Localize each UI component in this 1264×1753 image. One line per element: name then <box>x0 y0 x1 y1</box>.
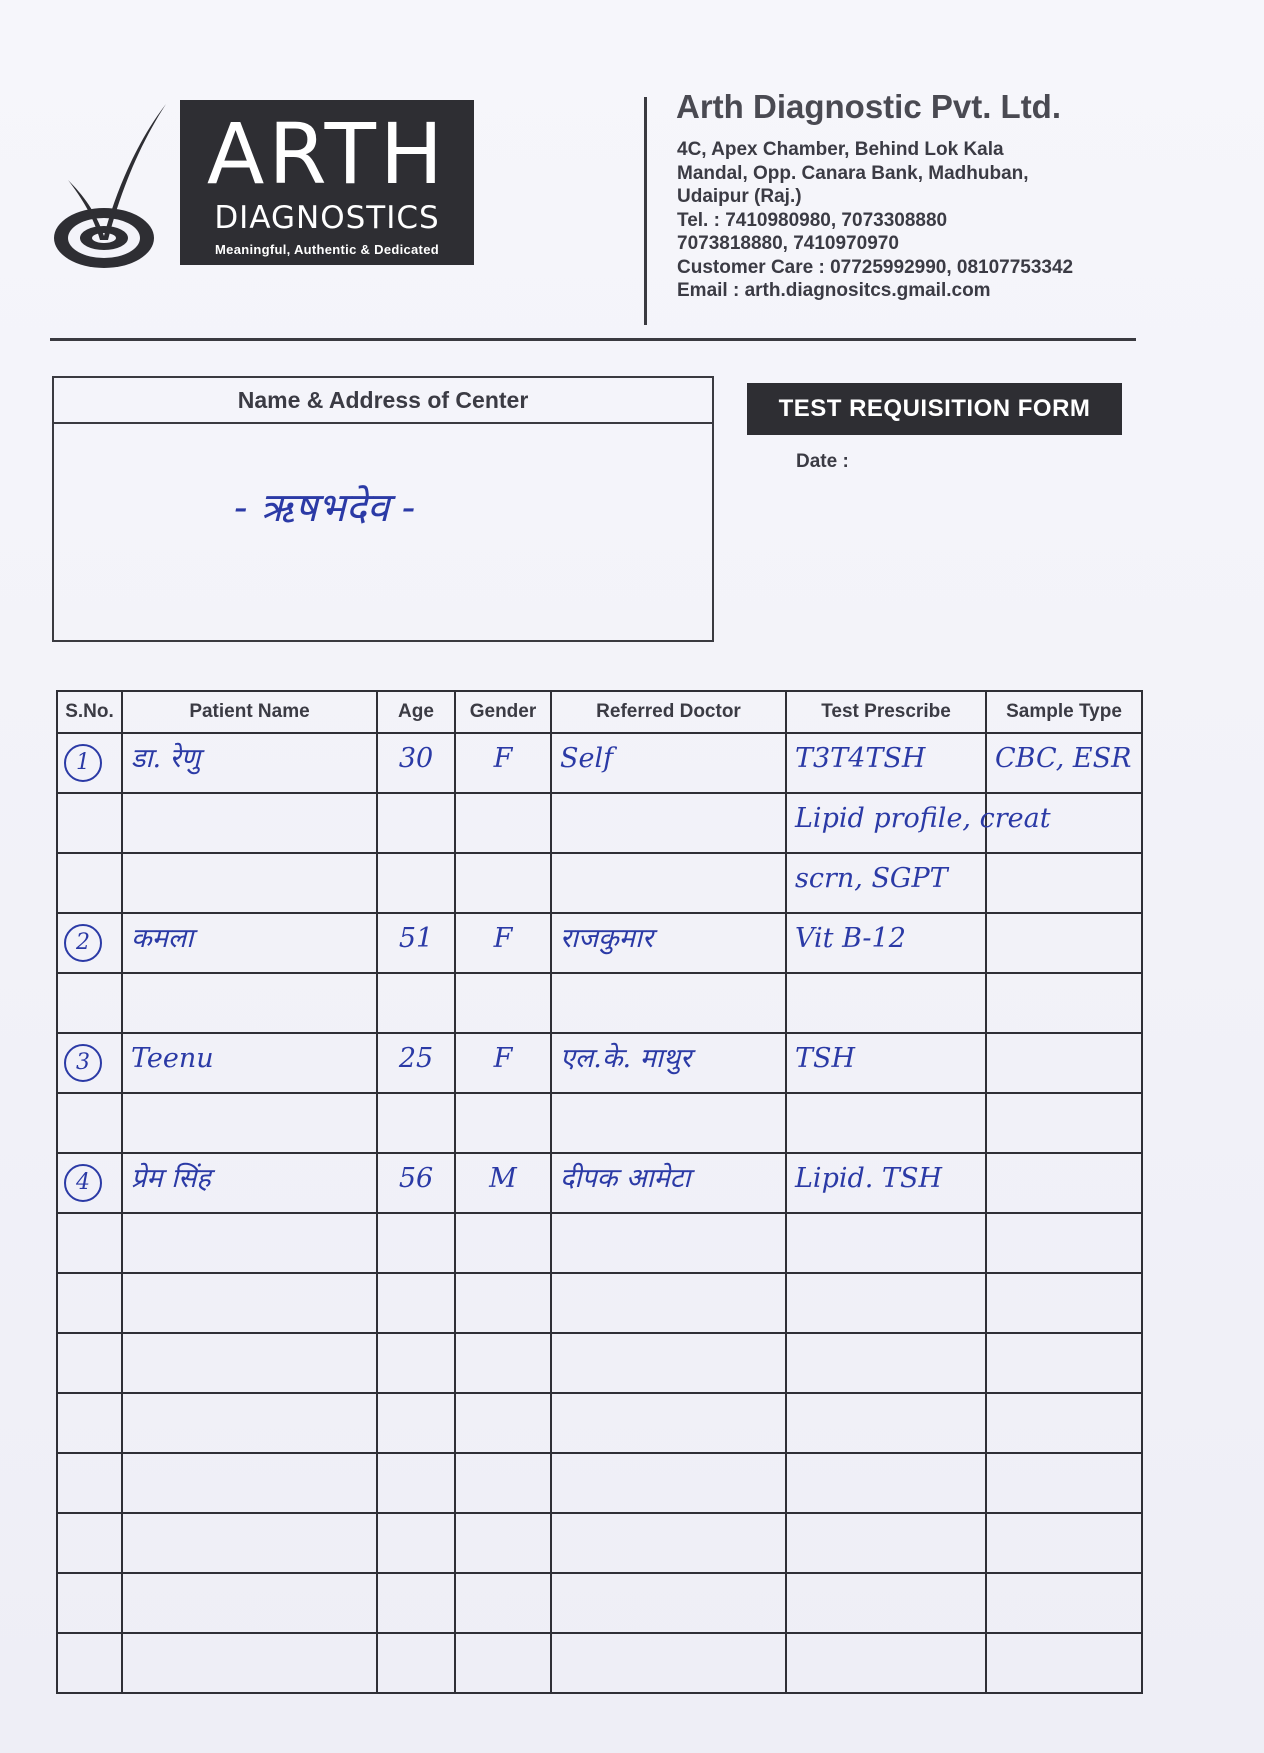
table-row <box>57 1273 1142 1333</box>
table-row <box>57 1033 1142 1093</box>
cell-test-prescribe-text: scrn, SGPT <box>795 863 948 894</box>
cell-sample-type <box>986 1093 1142 1153</box>
company-address <box>677 138 1147 303</box>
cell-age <box>377 1393 455 1453</box>
cell-sample-type <box>986 913 1142 973</box>
phone-line: Tel. : 7410980980, 7073308880 <box>677 209 948 231</box>
table-row <box>57 853 1142 913</box>
cell-referred-doctor <box>551 1573 786 1633</box>
cell-gender <box>455 1273 551 1333</box>
cell-test-prescribe <box>786 1393 986 1453</box>
customer-care-line: Customer Care : 07725992990, 08107753342 <box>677 256 1074 278</box>
table-row <box>57 1153 1142 1213</box>
address-line: Udaipur (Raj.) <box>677 186 802 207</box>
cell-gender <box>455 1633 551 1693</box>
cell-referred-doctor-text: राजकुमार <box>560 923 653 954</box>
cell-referred-doctor <box>551 1333 786 1393</box>
cell-gender <box>455 1573 551 1633</box>
cell-gender <box>455 1093 551 1153</box>
cell-sample-type <box>986 1393 1142 1453</box>
center-box-title: Name & Address of Center <box>54 378 712 424</box>
cell-gender-text: F <box>493 923 513 954</box>
cell-patient-name-text: प्रेम सिंह <box>131 1163 211 1194</box>
cell-sample-type <box>986 853 1142 913</box>
cell-age-text: 25 <box>398 1043 434 1074</box>
cell-sno <box>57 1573 122 1633</box>
address-line: 4C, Apex Chamber, Behind Lok Kala <box>677 139 1004 160</box>
col-header-referred-doctor: Referred Doctor <box>551 691 786 733</box>
cell-test-prescribe <box>786 793 1051 853</box>
cell-test-prescribe <box>786 1633 986 1693</box>
cell-sno <box>57 973 122 1033</box>
cell-sno-text: 4 <box>64 1164 102 1202</box>
header-divider <box>644 97 647 325</box>
cell-test-prescribe <box>786 1033 986 1093</box>
table-row <box>57 733 1142 793</box>
cell-test-prescribe-text: Lipid profile, creat <box>795 803 1051 834</box>
cell-sno <box>57 1153 122 1213</box>
cell-age <box>377 1333 455 1393</box>
cell-patient-name <box>122 1033 377 1093</box>
cell-age <box>377 733 455 793</box>
cell-referred-doctor <box>551 913 786 973</box>
table-row <box>57 1573 1142 1633</box>
cell-sno <box>57 853 122 913</box>
logo-tagline: Meaningful, Authentic & Dedicated <box>215 242 439 257</box>
cell-referred-doctor <box>551 1633 786 1693</box>
cell-referred-doctor <box>551 1093 786 1153</box>
cell-gender-text: F <box>493 1043 513 1074</box>
cell-sample-type <box>986 1453 1142 1513</box>
cell-sno <box>57 733 122 793</box>
cell-gender <box>455 793 551 853</box>
table-header-row <box>57 691 1142 733</box>
cell-sample-type <box>986 1273 1142 1333</box>
cell-age <box>377 1033 455 1093</box>
cell-patient-name <box>122 793 377 853</box>
cell-patient-name <box>122 1633 377 1693</box>
cell-age <box>377 1633 455 1693</box>
cell-referred-doctor <box>551 793 786 853</box>
cell-referred-doctor <box>551 1453 786 1513</box>
cell-referred-doctor-text: एल.के. माथुर <box>560 1043 692 1074</box>
cell-sno <box>57 1093 122 1153</box>
cell-gender <box>455 733 551 793</box>
cell-test-prescribe <box>786 1093 986 1153</box>
cell-test-prescribe <box>786 913 986 973</box>
cell-sample-type <box>986 733 1142 793</box>
table-row <box>57 1633 1142 1693</box>
cell-sample-type-text: CBC, ESR <box>995 743 1132 774</box>
cell-patient-name-text: डा. रेणु <box>131 743 201 774</box>
cell-patient-name <box>122 1453 377 1513</box>
cell-gender-text: M <box>489 1163 517 1194</box>
cell-sno <box>57 913 122 973</box>
cell-age <box>377 853 455 913</box>
cell-sample-type <box>986 1333 1142 1393</box>
cell-sample-type <box>986 973 1142 1033</box>
cell-sno-text: 2 <box>64 924 102 962</box>
cell-referred-doctor <box>551 733 786 793</box>
cell-age <box>377 973 455 1033</box>
center-address-box <box>52 376 714 642</box>
cell-sample-type <box>986 1213 1142 1273</box>
cell-age <box>377 1153 455 1213</box>
col-header-gender: Gender <box>455 691 551 733</box>
cell-referred-doctor <box>551 973 786 1033</box>
table-row <box>57 973 1142 1033</box>
cell-sno <box>57 1333 122 1393</box>
cell-sample-type <box>986 1153 1142 1213</box>
cell-sno <box>57 1393 122 1453</box>
cell-age <box>377 1213 455 1273</box>
cell-age <box>377 1453 455 1513</box>
table-row <box>57 793 1142 853</box>
cell-referred-doctor <box>551 1393 786 1453</box>
date-label: Date : <box>796 451 849 472</box>
address-line: Mandal, Opp. Canara Bank, Madhuban, <box>677 162 1029 184</box>
cell-test-prescribe-text: Lipid. TSH <box>795 1163 942 1194</box>
cell-sample-type <box>986 1513 1142 1573</box>
cell-age <box>377 913 455 973</box>
table-row <box>57 1093 1142 1153</box>
cell-gender <box>455 853 551 913</box>
table-row <box>57 1513 1142 1573</box>
cell-patient-name <box>122 1393 377 1453</box>
cell-gender-text: F <box>493 743 513 774</box>
cell-patient-name <box>122 1333 377 1393</box>
cell-test-prescribe-text: T3T4TSH <box>795 743 926 774</box>
cell-gender <box>455 1453 551 1513</box>
email-line: Email : arth.diagnositcs.gmail.com <box>677 280 991 301</box>
cell-age <box>377 1573 455 1633</box>
form-title: TEST REQUISITION FORM <box>747 383 1122 435</box>
cell-test-prescribe-text: Vit B-12 <box>795 923 906 954</box>
logo-block <box>180 100 474 265</box>
cell-sample-type <box>986 1033 1142 1093</box>
cell-age <box>377 1093 455 1153</box>
cell-sample-type <box>986 793 1142 853</box>
cell-sno-text: 1 <box>64 744 102 782</box>
cell-sample-type <box>986 1633 1142 1693</box>
cell-sno <box>57 1273 122 1333</box>
cell-test-prescribe-text: TSH <box>795 1043 856 1074</box>
cell-referred-doctor <box>551 853 786 913</box>
cell-age <box>377 793 455 853</box>
cell-sno <box>57 1213 122 1273</box>
cell-referred-doctor <box>551 1513 786 1573</box>
cell-gender <box>455 973 551 1033</box>
logo-main-text: ARTH <box>206 105 448 203</box>
cell-sno-text: 3 <box>64 1044 102 1082</box>
table-row <box>57 1453 1142 1513</box>
cell-test-prescribe <box>786 853 986 913</box>
cell-referred-doctor <box>551 1213 786 1273</box>
cell-patient-name <box>122 1573 377 1633</box>
header-rule <box>50 338 1136 341</box>
cell-gender <box>455 1153 551 1213</box>
col-header-sno: S.No. <box>57 691 122 733</box>
cell-test-prescribe <box>786 1573 986 1633</box>
cell-test-prescribe <box>786 973 986 1033</box>
cell-sno <box>57 1513 122 1573</box>
cell-patient-name <box>122 1153 377 1213</box>
cell-patient-name <box>122 853 377 913</box>
phone-line: 7073818880, 7410970970 <box>677 233 899 254</box>
cell-sno <box>57 1033 122 1093</box>
cell-referred-doctor-text: Self <box>560 743 614 774</box>
table-row <box>57 1213 1142 1273</box>
cell-test-prescribe <box>786 733 986 793</box>
center-handwritten-entry: - ऋषभदेव - <box>234 485 416 531</box>
cell-patient-name-text: Teenu <box>131 1043 214 1074</box>
cell-gender <box>455 913 551 973</box>
cell-referred-doctor-text: दीपक आमेटा <box>560 1163 691 1194</box>
cell-test-prescribe <box>786 1273 986 1333</box>
col-header-patient-name: Patient Name <box>122 691 377 733</box>
cell-gender <box>455 1213 551 1273</box>
cell-age <box>377 1273 455 1333</box>
cell-test-prescribe <box>786 1153 986 1213</box>
cell-gender <box>455 1393 551 1453</box>
cell-patient-name <box>122 733 377 793</box>
cell-patient-name-text: कमला <box>131 923 194 954</box>
cell-age-text: 56 <box>398 1163 434 1194</box>
cell-patient-name <box>122 1513 377 1573</box>
cell-gender <box>455 1333 551 1393</box>
cell-patient-name <box>122 1273 377 1333</box>
cell-gender <box>455 1033 551 1093</box>
cell-sample-type <box>986 1573 1142 1633</box>
table-row <box>57 1393 1142 1453</box>
cell-age-text: 51 <box>398 923 434 954</box>
col-header-test-prescribe: Test Prescribe <box>786 691 986 733</box>
cell-referred-doctor <box>551 1273 786 1333</box>
cell-sno <box>57 1453 122 1513</box>
table-row <box>57 1333 1142 1393</box>
logo-sub-text: DIAGNOSTICS <box>214 200 440 236</box>
col-header-sample-type: Sample Type <box>986 691 1142 733</box>
cell-patient-name <box>122 913 377 973</box>
cell-age <box>377 1513 455 1573</box>
cell-patient-name <box>122 1093 377 1153</box>
patient-table <box>56 690 1143 1694</box>
col-header-age: Age <box>377 691 455 733</box>
cell-test-prescribe <box>786 1213 986 1273</box>
cell-age-text: 30 <box>398 743 434 774</box>
cell-sno <box>57 793 122 853</box>
table-row <box>57 913 1142 973</box>
cell-patient-name <box>122 973 377 1033</box>
cell-test-prescribe <box>786 1513 986 1573</box>
cell-test-prescribe <box>786 1453 986 1513</box>
logo-target-icon <box>48 100 176 280</box>
cell-sno <box>57 1633 122 1693</box>
cell-referred-doctor <box>551 1153 786 1213</box>
cell-gender <box>455 1513 551 1573</box>
cell-test-prescribe <box>786 1333 986 1393</box>
company-name: Arth Diagnostic Pvt. Ltd. <box>676 88 1062 125</box>
cell-referred-doctor <box>551 1033 786 1093</box>
cell-patient-name <box>122 1213 377 1273</box>
